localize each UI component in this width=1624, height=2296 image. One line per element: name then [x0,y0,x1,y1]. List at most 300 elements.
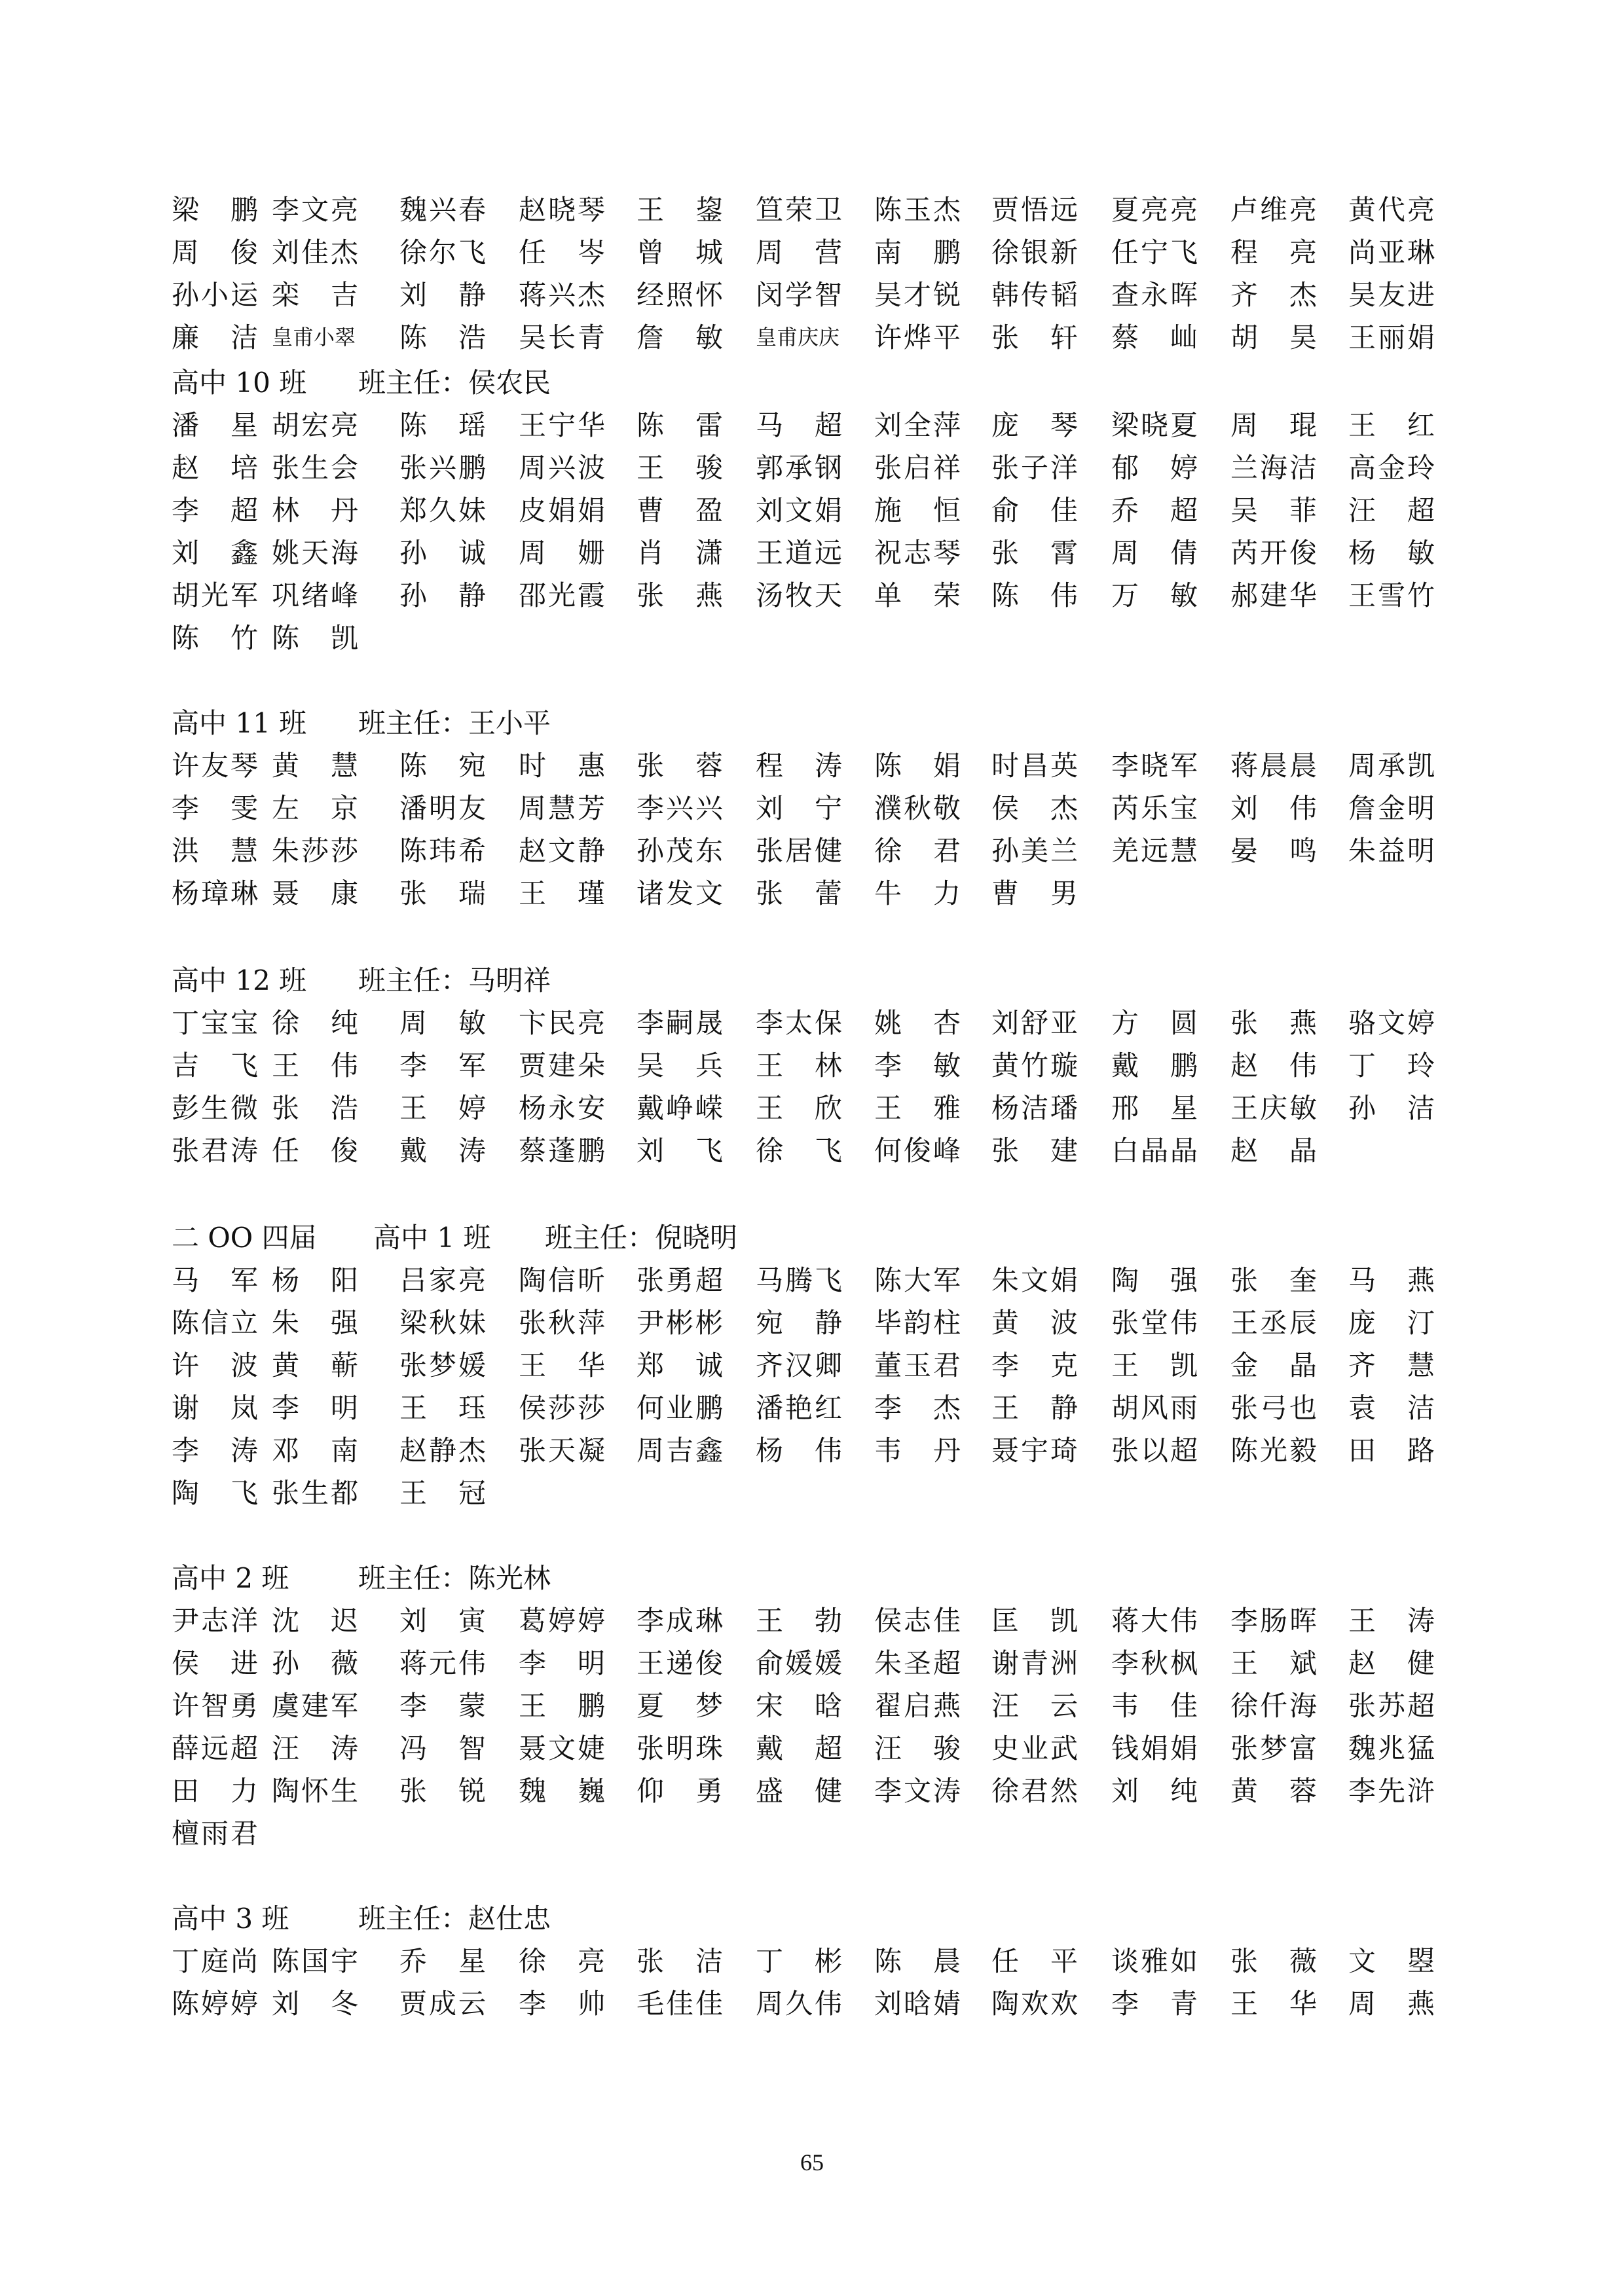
student-name: 毛佳佳 [637,1988,723,2020]
student-name: 李 青 [1111,1988,1198,2020]
student-name: 丁 彬 [756,1945,842,1977]
student-name: 赵文静 [519,835,605,867]
student-name: 孙美兰 [991,835,1078,867]
student-name: 闵学智 [756,279,842,311]
student-name: 任 平 [991,1945,1078,1977]
student-name: 夏亮亮 [1111,194,1198,226]
student-name: 田 力 [172,1775,258,1807]
roster-row [172,489,1435,532]
student-name: 文 曌 [1348,1945,1435,1977]
student-name: 孙 洁 [1348,1092,1435,1124]
student-name: 蒋兴杰 [519,279,605,311]
student-name: 吴 兵 [637,1049,723,1082]
student-name: 潘艳红 [756,1392,842,1424]
student-name: 周承凯 [1348,750,1435,782]
student-name: 沈 迟 [272,1605,358,1637]
student-name: 黄 慧 [272,750,358,782]
student-name: 庞 汀 [1348,1307,1435,1339]
student-name: 赵晓琴 [519,194,605,226]
student-name: 戴 鹏 [1111,1049,1198,1082]
student-name: 王 婷 [399,1092,486,1124]
student-name: 高金玲 [1348,452,1435,484]
student-name: 黄 蓉 [1230,1775,1317,1807]
student-name: 杨 敏 [1348,537,1435,569]
student-name: 吕家亮 [399,1264,486,1296]
student-name: 王 斌 [1230,1647,1317,1679]
student-name: 李 敏 [874,1049,961,1082]
student-name: 贾建朵 [519,1049,605,1082]
student-name: 王 瑾 [519,877,605,909]
student-name: 马 超 [756,409,842,441]
student-name: 谢青洲 [991,1647,1078,1679]
student-name: 濮秋敬 [874,792,961,824]
student-name: 邢 星 [1111,1092,1198,1124]
student-name: 孙小运 [172,279,258,311]
student-name: 张子洋 [991,452,1078,484]
student-name: 陈 浩 [399,321,486,354]
roster-row [172,316,1435,359]
roster-row [172,1429,1435,1472]
head-teacher: 班主任：陈光林 [358,1562,551,1594]
student-name: 任宁飞 [1111,236,1198,268]
student-name: 陈信立 [172,1307,258,1339]
student-name: 钱娟娟 [1111,1732,1198,1764]
student-name: 韦 丹 [874,1434,961,1467]
student-name: 骆文婷 [1348,1007,1435,1039]
student-name: 赵 伟 [1230,1049,1317,1082]
student-name: 徐 飞 [756,1135,842,1167]
student-name: 陈光毅 [1230,1434,1317,1467]
student-name: 蒋元伟 [399,1647,486,1679]
student-name: 王庆敏 [1230,1092,1317,1124]
student-name: 梁 鹏 [172,194,258,226]
student-name: 李 明 [272,1392,358,1424]
roster-row [172,1642,1435,1685]
student-name: 徐尔飞 [399,236,486,268]
student-name: 陶 强 [1111,1264,1198,1296]
student-name: 朱莎莎 [272,835,358,867]
class-name: 高中 1 班 [373,1222,491,1254]
class-heading [172,959,1416,1002]
student-name: 刘 静 [399,279,486,311]
student-name: 张以超 [1111,1434,1198,1467]
student-name: 吴 菲 [1230,494,1317,526]
student-name: 王 林 [756,1049,842,1082]
student-name: 王递俊 [637,1647,723,1679]
student-name: 王 凯 [1111,1349,1198,1381]
student-name: 周久伟 [756,1988,842,2020]
class-name: 高中 12 班 [172,964,307,996]
roster-row [172,532,1435,574]
student-name: 卢维亮 [1230,194,1317,226]
roster-row [172,1129,1416,1172]
student-name: 梁晓夏 [1111,409,1198,441]
student-name: 周 琨 [1230,409,1317,441]
student-name: 皮娟娟 [519,494,605,526]
student-name: 徐 君 [874,835,961,867]
student-name: 李太保 [756,1007,842,1039]
student-name: 张梦富 [1230,1732,1317,1764]
student-name: 张弓也 [1230,1392,1317,1424]
student-name: 赵 健 [1348,1647,1435,1679]
student-name: 何业鹏 [637,1392,723,1424]
student-name: 蒋大伟 [1111,1605,1198,1637]
student-name: 李先浒 [1348,1775,1435,1807]
student-name: 吴友进 [1348,279,1435,311]
student-name: 韩传韬 [991,279,1078,311]
student-name: 虞建军 [272,1690,358,1722]
student-name: 肖 潇 [637,537,723,569]
student-name: 经照怀 [637,279,723,311]
student-name: 姚天海 [272,537,358,569]
student-name: 宛 静 [756,1307,842,1339]
roster-row [172,404,1435,446]
student-name: 张 瑞 [399,877,486,909]
student-name: 廉 洁 [172,321,258,354]
student-name: 王 伟 [272,1049,358,1082]
student-name: 邵光霞 [519,579,605,611]
student-name: 杨洁璠 [991,1092,1078,1124]
student-name: 李文涛 [874,1775,961,1807]
student-name: 程 涛 [756,750,842,782]
student-name: 谢 岚 [172,1392,258,1424]
roster-row [172,787,1435,829]
student-name: 王宁华 [519,409,605,441]
student-name: 陈 宛 [399,750,486,782]
roster-section [172,959,1435,1172]
roster-section [172,1216,1435,1514]
student-name: 芮开俊 [1230,537,1317,569]
student-name: 赵静杰 [399,1434,486,1467]
head-teacher: 班主任：马明祥 [358,964,551,996]
student-name: 张梦媛 [399,1349,486,1381]
page-number: 65 [800,2149,824,2176]
student-name: 羌远慧 [1111,835,1198,867]
student-name: 胡 昊 [1230,321,1317,354]
student-name: 陈 竹 [172,622,258,654]
class-name: 高中 10 班 [172,367,307,399]
student-name: 王 涛 [1348,1605,1435,1637]
roster-section [172,1897,1435,2025]
student-name: 陈 瑶 [399,409,486,441]
graduation-year-label: 二 OO 四届 [172,1222,317,1254]
class-heading [172,1557,1416,1599]
student-name: 陶怀生 [272,1775,358,1807]
student-name: 袁 洁 [1348,1392,1435,1424]
student-name: 皇甫庆庆 [756,325,840,350]
student-name: 刘 飞 [637,1135,723,1167]
student-name: 张 奎 [1230,1264,1317,1296]
student-name: 齐 杰 [1230,279,1317,311]
student-name: 张 霄 [991,537,1078,569]
student-name: 徐 纯 [272,1007,358,1039]
student-name: 丁 玲 [1348,1049,1435,1082]
student-name: 董玉君 [874,1349,961,1381]
student-name: 吴长青 [519,321,605,354]
student-name: 夏 梦 [637,1690,723,1722]
student-name: 李嗣晟 [637,1007,723,1039]
student-name: 徐仟海 [1230,1690,1317,1722]
student-name: 何俊峰 [874,1135,961,1167]
student-name: 赵 晶 [1230,1135,1317,1167]
student-name: 任 俊 [272,1135,358,1167]
student-name: 刘 鑫 [172,537,258,569]
student-name: 王 欣 [756,1092,842,1124]
student-name: 魏 巍 [519,1775,605,1807]
student-name: 王 鋆 [637,194,723,226]
student-name: 王 勃 [756,1605,842,1637]
student-name: 胡风雨 [1111,1392,1198,1424]
student-name: 李 明 [519,1647,605,1679]
student-name: 周 姗 [519,537,605,569]
student-name: 王 雅 [874,1092,961,1124]
student-name: 刘全萍 [874,409,961,441]
student-name: 陶欢欢 [991,1988,1078,2020]
student-name: 杨璋琳 [172,877,258,909]
student-name: 周 倩 [1111,537,1198,569]
roster-row [172,574,1435,617]
student-name: 曹 盈 [637,494,723,526]
student-name: 黄代亮 [1348,194,1435,226]
student-name: 冯 智 [399,1732,486,1764]
student-name: 韦 佳 [1111,1690,1198,1722]
student-name: 陈 晨 [874,1945,961,1977]
student-name: 史业武 [991,1732,1078,1764]
student-name: 詹 敏 [637,321,723,354]
student-name: 金 晶 [1230,1349,1317,1381]
student-name: 李 帅 [519,1988,605,2020]
student-name: 刘 纯 [1111,1775,1198,1807]
student-name: 乔 星 [399,1945,486,1977]
student-name: 祝志琴 [874,537,961,569]
student-name: 周慧芳 [519,792,605,824]
student-name: 潘明友 [399,792,486,824]
student-name: 王 珏 [399,1392,486,1424]
student-name: 马 燕 [1348,1264,1435,1296]
student-name: 郭承钢 [756,452,842,484]
student-name: 黄 蕲 [272,1349,358,1381]
student-name: 黄 波 [991,1307,1078,1339]
student-name: 万 敏 [1111,579,1198,611]
student-name: 张 轩 [991,321,1078,354]
student-name: 王 红 [1348,409,1435,441]
student-name: 李 雯 [172,792,258,824]
roster-row [172,744,1435,787]
roster-section [172,361,1435,659]
student-name: 俞 佳 [991,494,1078,526]
student-name: 李成琳 [637,1605,723,1637]
student-name: 许 波 [172,1349,258,1381]
student-name: 笪荣卫 [756,194,842,226]
student-name: 张 锐 [399,1775,486,1807]
student-name: 郑久妹 [399,494,486,526]
student-name: 陈 雷 [637,409,723,441]
student-name: 施 恒 [874,494,961,526]
student-name: 张 洁 [637,1945,723,1977]
student-name: 张天凝 [519,1434,605,1467]
student-name: 张 蓉 [637,750,723,782]
student-name: 王丞辰 [1230,1307,1317,1339]
student-name: 洪 慧 [172,835,258,867]
student-name: 李秋枫 [1111,1647,1198,1679]
student-name: 张 燕 [1230,1007,1317,1039]
roster-row [172,1387,1435,1429]
student-name: 周 俊 [172,236,258,268]
student-name: 聂文婕 [519,1732,605,1764]
student-name: 栾 吉 [272,279,358,311]
student-name: 刘晗婧 [874,1988,961,2020]
student-name: 姚 杏 [874,1007,961,1039]
student-name: 张堂伟 [1111,1307,1198,1339]
roster-section [172,189,1435,359]
student-name: 李肠晖 [1230,1605,1317,1637]
student-name: 朱益明 [1348,835,1435,867]
head-teacher: 班主任：王小平 [358,707,551,739]
roster-row [172,1259,1435,1302]
student-name: 侯 杰 [991,792,1078,824]
student-name: 张 建 [991,1135,1078,1167]
student-name: 丁庭尚 [172,1945,258,1977]
student-name: 查永晖 [1111,279,1198,311]
student-name: 周吉鑫 [637,1434,723,1467]
student-name: 李 克 [991,1349,1078,1381]
student-name: 卞民亮 [519,1007,605,1039]
student-name: 刘文娟 [756,494,842,526]
student-name: 潘 星 [172,409,258,441]
student-name: 刘佳杰 [272,236,358,268]
student-name: 林 丹 [272,494,358,526]
roster-row [172,1044,1435,1087]
student-name: 齐 慧 [1348,1349,1435,1381]
student-name: 贾成云 [399,1988,486,2020]
student-name: 王 华 [519,1349,605,1381]
roster-row [172,1087,1435,1129]
student-name: 芮乐宝 [1111,792,1198,824]
student-name: 张勇超 [637,1264,723,1296]
student-name: 时昌英 [991,750,1078,782]
student-name: 单 荣 [874,579,961,611]
student-name: 毕韵柱 [874,1307,961,1339]
head-teacher: 班主任：倪晓明 [545,1222,738,1254]
student-name: 郁 婷 [1111,452,1198,484]
student-name: 魏兆猛 [1348,1732,1435,1764]
roster-row [172,189,1435,231]
student-name: 吴才锐 [874,279,961,311]
student-name: 周 敏 [399,1007,486,1039]
student-name: 朱圣超 [874,1647,961,1679]
student-name: 杨 伟 [756,1434,842,1467]
student-name: 周 燕 [1348,1988,1435,2020]
roster-section [172,1557,1435,1855]
class-heading [172,361,1416,404]
student-name: 王 华 [1230,1988,1317,2020]
student-name: 邓 南 [272,1434,358,1467]
student-name: 李 超 [172,494,258,526]
student-name: 时 惠 [519,750,605,782]
student-name: 张 浩 [272,1092,358,1124]
student-name: 刘 冬 [272,1988,358,2020]
student-name: 田 路 [1348,1434,1435,1467]
student-name: 张生会 [272,452,358,484]
student-name: 陈 伟 [991,579,1078,611]
student-name: 陶 飞 [172,1477,258,1509]
student-name: 孙 薇 [272,1647,358,1679]
student-name: 王丽娟 [1348,321,1435,354]
student-name: 刘 寅 [399,1605,486,1637]
student-name: 张生都 [272,1477,358,1509]
class-heading [172,1897,1416,1940]
student-name: 翟启燕 [874,1690,961,1722]
student-name: 聂 康 [272,877,358,909]
student-name: 李晓军 [1111,750,1198,782]
student-name: 王 静 [991,1392,1078,1424]
student-name: 彭生微 [172,1092,258,1124]
student-name: 陈婷婷 [172,1988,258,2020]
student-name: 张秋萍 [519,1307,605,1339]
student-name: 汤牧天 [756,579,842,611]
student-name: 李 军 [399,1049,486,1082]
student-name: 兰海洁 [1230,452,1317,484]
roster-row [172,1685,1435,1727]
roster-row [172,231,1435,274]
student-name: 戴 超 [756,1732,842,1764]
student-name: 张启祥 [874,452,961,484]
student-name: 许友琴 [172,750,258,782]
student-name: 戴 涛 [399,1135,486,1167]
student-name: 张明珠 [637,1732,723,1764]
roster-row [172,446,1435,489]
roster-row [172,1770,1435,1812]
student-name: 刘 伟 [1230,792,1317,824]
student-name: 程 亮 [1230,236,1317,268]
roster-row [172,829,1435,872]
student-name: 汪 涛 [272,1732,358,1764]
student-name: 陈 凯 [272,622,358,654]
student-name: 王 鹏 [519,1690,605,1722]
student-name: 薛远超 [172,1732,258,1764]
roster-row [172,1599,1435,1642]
student-name: 王 冠 [399,1477,486,1509]
student-name: 王雪竹 [1348,579,1435,611]
student-name: 晏 鸣 [1230,835,1317,867]
student-name: 李 涛 [172,1434,258,1467]
student-name: 聂宇琦 [991,1434,1078,1467]
student-name: 张兴鹏 [399,452,486,484]
student-name: 周兴波 [519,452,605,484]
student-name: 周 营 [756,236,842,268]
student-name: 方 圆 [1111,1007,1198,1039]
roster-row [172,274,1435,316]
student-name: 俞媛媛 [756,1647,842,1679]
student-name: 盛 健 [756,1775,842,1807]
student-name: 许烨平 [874,321,961,354]
class-heading [172,1216,1416,1259]
student-name: 孙 静 [399,579,486,611]
roster-row [172,872,1416,915]
student-name: 李 杰 [874,1392,961,1424]
roster-row [172,617,1416,659]
student-name: 孙 诚 [399,537,486,569]
student-name: 张 燕 [637,579,723,611]
roster-row [172,1812,1416,1855]
student-name: 赵 培 [172,452,258,484]
student-name: 匡 凯 [991,1605,1078,1637]
student-name: 尹彬彬 [637,1307,723,1339]
student-name: 丁宝宝 [172,1007,258,1039]
student-name: 白晶晶 [1111,1135,1198,1167]
roster-row [172,1982,1435,2025]
student-name: 胡光军 [172,579,258,611]
